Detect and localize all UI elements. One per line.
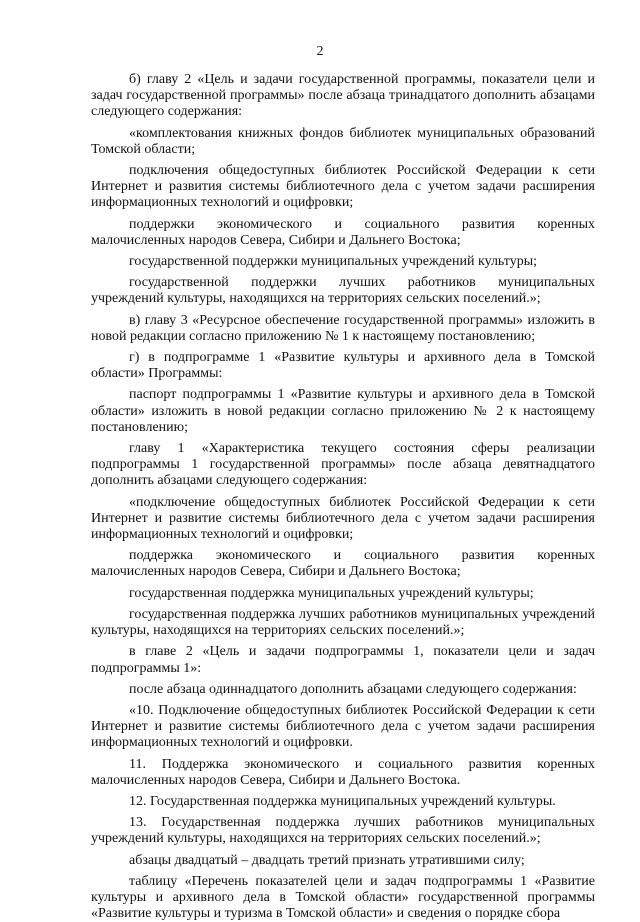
paragraph: абзацы двадцатый – двадцать третий признать утратившими силу; bbox=[129, 852, 525, 868]
paragraph: подключения общедоступных библиотек Российской Федерации к сети Интернет и развития системы библиотечного дела с учетом задачи расширения информационных технологий и оцифровки; bbox=[91, 163, 595, 211]
paragraph: в главе 2 «Цель и задачи подпрограммы 1, показатели цели и задач подпрограммы 1»: bbox=[91, 644, 595, 676]
paragraph: в) главу 3 «Ресурсное обеспечение государственной программы» изложить в новой редакции согласно приложению № 1 к настоящему постановлению; bbox=[91, 312, 595, 344]
paragraph: после абзаца одиннадцатого дополнить абзацами следующего содержания: bbox=[129, 681, 577, 697]
document-body bbox=[91, 72, 595, 922]
paragraph: государственная поддержка муниципальных учреждений культуры; bbox=[129, 585, 534, 601]
paragraph: 12. Государственная поддержка муниципальных учреждений культуры. bbox=[129, 793, 556, 809]
paragraph: б) главу 2 «Цель и задачи государственной программы, показатели цели и задач государственной программы» после абзаца тринадцатого дополнить абзацами следующего содержания: bbox=[91, 72, 595, 120]
paragraph: государственная поддержка лучших работников муниципальных учреждений культуры, находящихся на территориях сельских поселений.»; bbox=[91, 606, 595, 639]
paragraph: 13. Государственная поддержка лучших работников муниципальных учреждений культуры, находящихся на территориях сельских поселений.»; bbox=[91, 815, 595, 847]
paragraph: поддержки экономического и социального развития коренных малочисленных народов Севера, Сибири и Дальнего Востока; bbox=[91, 216, 595, 248]
paragraph: г) в подпрограмме 1 «Развитие культуры и архивного дела в Томской области» Программы: bbox=[91, 350, 595, 382]
paragraph: главу 1 «Характеристика текущего состояния сферы реализации подпрограммы 1 государственной программы» после абзаца девятнадцатого дополнить абзацами следующего содержания: bbox=[91, 441, 595, 489]
paragraph: «подключение общедоступных библиотек Российской Федерации к сети Интернет и развитие системы библиотечного дела с учетом задачи расширения информационных технологий и оцифровки; bbox=[91, 494, 595, 543]
paragraph: государственной поддержки лучших работников муниципальных учреждений культуры, находящихся на территориях сельских поселений.»; bbox=[91, 275, 595, 307]
paragraph: государственной поддержки муниципальных учреждений культуры; bbox=[129, 254, 538, 270]
paragraph: «10. Подключение общедоступных библиотек Российской Федерации к сети Интернет и развитие системы библиотечного дела с учетом задачи расширения информационных технологий и оцифровки. bbox=[91, 702, 595, 751]
paragraph: паспорт подпрограммы 1 «Развитие культуры и архивного дела в Томской области» изложить в новой редакции согласно приложению № 2 к настоящему постановлению; bbox=[91, 387, 595, 435]
paragraph: поддержка экономического и социального развития коренных малочисленных народов Севера, Сибири и Дальнего Востока; bbox=[91, 548, 595, 580]
paragraph: 11. Поддержка экономического и социального развития коренных малочисленных народов Севера, Сибири и Дальнего Востока. bbox=[91, 756, 595, 788]
paragraph: таблицу «Перечень показателей цели и задач подпрограммы 1 «Развитие культуры и архивного дела в Томской области» государственной программы «Развитие культуры и туризма в Томской области» и сведения о порядке сбора bbox=[91, 873, 595, 922]
paragraph: «комплектования книжных фондов библиотек муниципальных образований Томской области; bbox=[91, 125, 595, 157]
page-number: 2 bbox=[316, 44, 324, 59]
